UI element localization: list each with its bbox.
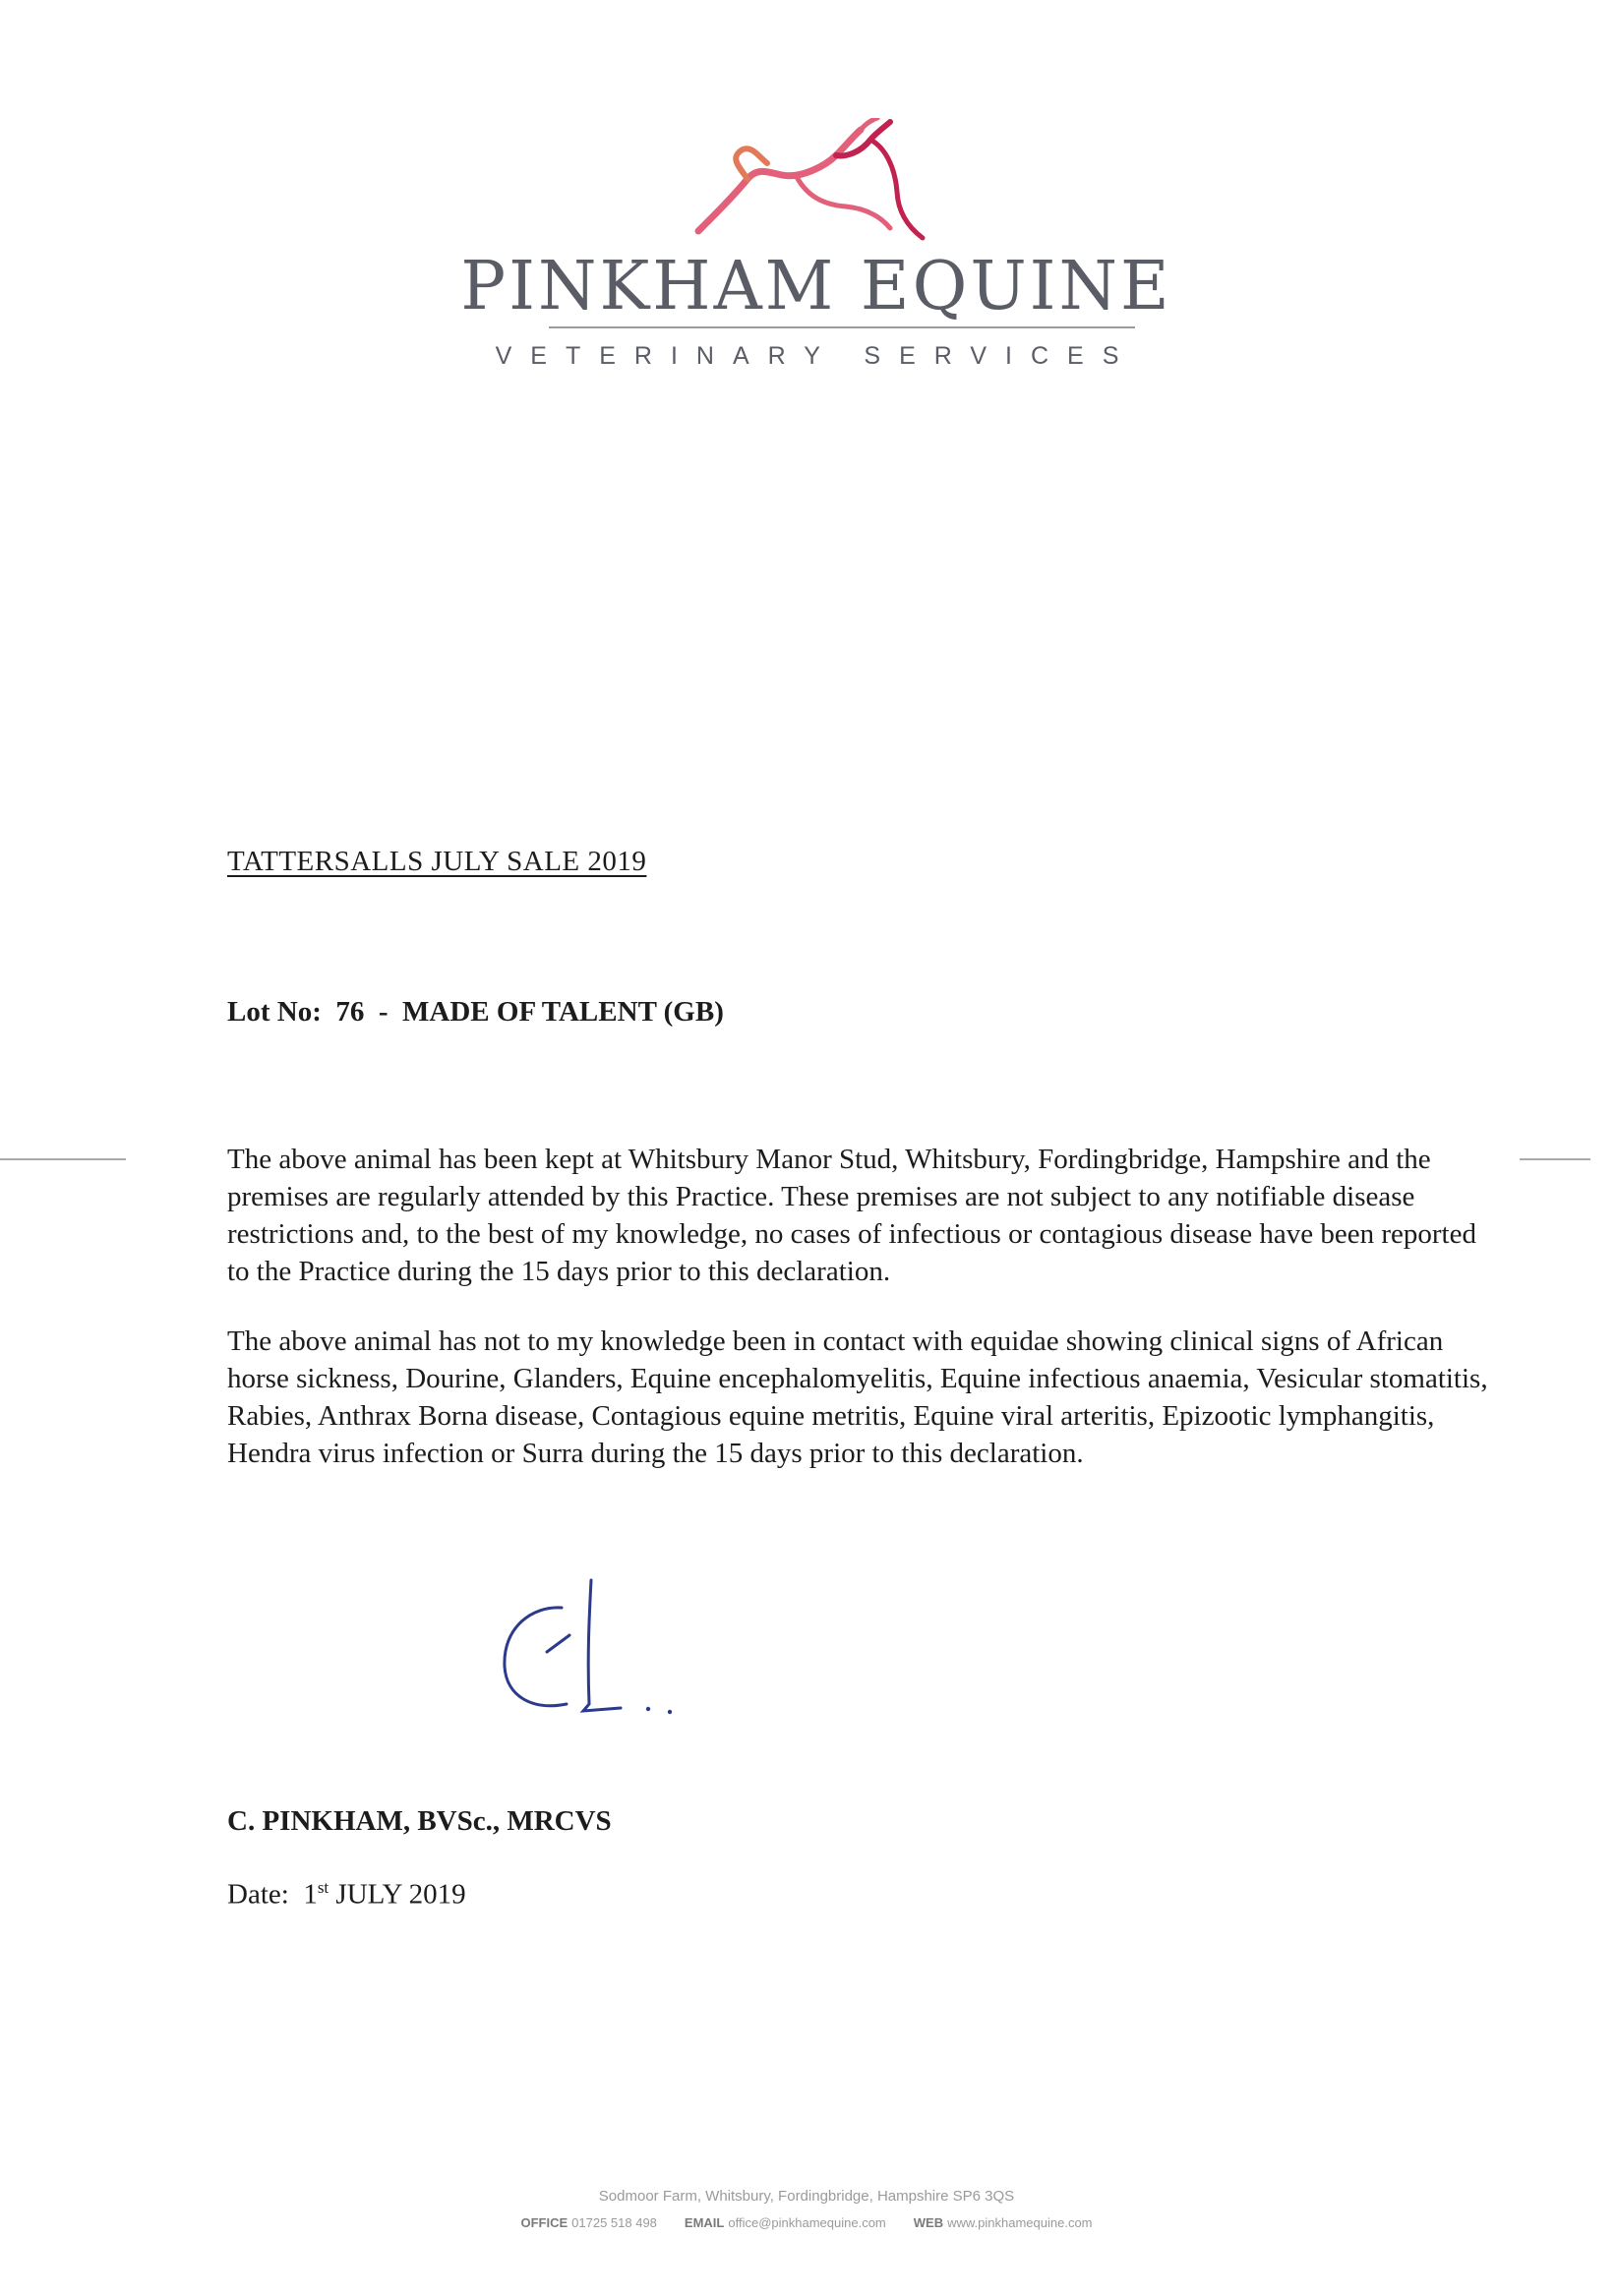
- brand-name: PINKHAM EQUINE: [460, 248, 1172, 325]
- footer-email-label: EMAIL: [684, 2215, 725, 2230]
- signatory-name: C. PINKHAM, BVSc., MRCVS: [227, 1805, 612, 1837]
- horse-name: MADE OF TALENT (GB): [402, 996, 724, 1028]
- fold-mark-left: [0, 1158, 126, 1160]
- footer-address: Sodmoor Farm, Whitsbury, Fordingbridge, Hampshire SP6 3QS: [598, 2188, 1015, 2205]
- date-label: Date:: [227, 1878, 289, 1911]
- letterhead: [0, 108, 1616, 393]
- lot-line: [227, 996, 724, 1029]
- footer-office-label: OFFICE: [520, 2215, 569, 2230]
- contact-paragraph: The above animal has not to my knowledge been in contact with equidae showing clinical signs of African horse sickness, Dourine, Glanders, Equine encephalomyelitis, Equine infectious anaemia, Vesicular stomatitis, Rabies, Anthrax Borna disease, Contagious equine metritis, Equine viral arteritis, Epizootic lymphangitis, Hendra virus infection or Surra during the 15 days prior to this declaration.: [227, 1325, 1488, 1469]
- footer-contact: [413, 2215, 1200, 2230]
- signature-mark: [493, 1578, 719, 1726]
- lot-separator: -: [378, 996, 389, 1028]
- footer-email-value: office@pinkhamequine.com: [728, 2215, 886, 2230]
- brand-divider: [549, 326, 1135, 328]
- footer-web-label: WEB: [913, 2215, 944, 2230]
- brand-subtitle: VETERINARY SERVICES: [495, 342, 1138, 370]
- lot-label: Lot No:: [227, 996, 322, 1028]
- fold-mark-right: [1520, 1158, 1590, 1160]
- horse-leaping-icon: [688, 118, 934, 251]
- date-month-year: JULY 2019: [335, 1878, 466, 1911]
- lot-number: 76: [335, 996, 365, 1028]
- date-day-suffix: st: [317, 1878, 329, 1897]
- footer-web-value: www.pinkhamequine.com: [947, 2215, 1093, 2230]
- sale-title: TATTERSALLS JULY SALE 2019: [227, 846, 647, 877]
- date-day: 1: [303, 1878, 318, 1911]
- date-line: [227, 1878, 466, 1912]
- footer-office-value: 01725 518 498: [571, 2215, 657, 2230]
- premises-paragraph: The above animal has been kept at Whitsbury Manor Stud, Whitsbury, Fordingbridge, Hampshire and the premises are regularly attended by this Practice. These premises are not subject to any notifiable disease restrictions and, to the best of my knowledge, no cases of infectious or contagious disease have been reported to the Practice during the 15 days prior to this declaration.: [227, 1144, 1476, 1287]
